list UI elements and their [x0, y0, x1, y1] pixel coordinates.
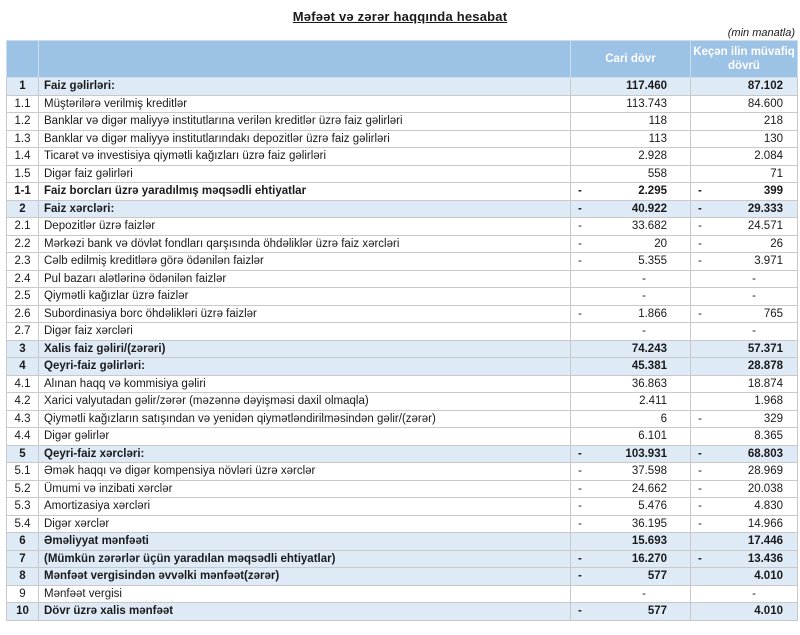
table-row — [7, 218, 798, 236]
row-label-cell: Qiymətli kağızlar üzrə faizlər — [39, 288, 571, 306]
previous-period-cell — [691, 498, 798, 516]
previous-period-cell — [691, 603, 798, 621]
previous-period-cell — [691, 305, 798, 323]
minus-sign: - — [698, 482, 702, 495]
previous-period-cell — [691, 78, 798, 96]
previous-period-cell — [691, 550, 798, 568]
table-body — [7, 78, 798, 621]
value-text: 399 — [763, 185, 783, 197]
unit-note: (min manatla) — [727, 27, 795, 39]
previous-period-cell — [691, 113, 798, 131]
row-label-cell: Əməliyyat mənfəəti — [39, 533, 571, 551]
value-text: 577 — [647, 570, 667, 582]
value-text: 36.195 — [631, 517, 667, 530]
row-number-cell: 2.4 — [7, 270, 39, 288]
table-row — [7, 498, 798, 516]
row-number-cell: 10 — [7, 603, 39, 621]
minus-sign: - — [698, 255, 702, 267]
minus-sign: - — [698, 185, 702, 197]
value-text: 84.600 — [747, 97, 783, 110]
minus-sign: - — [578, 255, 582, 267]
current-period-cell — [571, 78, 691, 96]
value-text: 2.411 — [639, 395, 667, 407]
table-row — [7, 585, 798, 603]
value-text: 4.010 — [754, 570, 783, 582]
table-row — [7, 95, 798, 113]
previous-period-cell — [691, 358, 798, 376]
value-text: 5.476 — [638, 500, 667, 512]
current-period-cell — [571, 603, 691, 621]
previous-period-cell — [691, 463, 798, 481]
row-number-cell: 5.2 — [7, 480, 39, 498]
minus-sign: - — [698, 500, 702, 512]
row-label-cell: Amortizasiya xərcləri — [39, 498, 571, 516]
row-number-cell: 7 — [7, 550, 39, 568]
minus-sign: - — [578, 220, 582, 232]
current-period-cell — [571, 480, 691, 498]
value-text: - — [752, 272, 756, 285]
row-label-cell: Faiz gəlirləri: — [39, 78, 571, 96]
value-text: - — [642, 587, 646, 600]
table-row — [7, 358, 798, 376]
minus-sign: - — [698, 465, 702, 477]
table-row — [7, 235, 798, 253]
col-header-label — [39, 41, 571, 78]
current-period-cell — [571, 568, 691, 586]
previous-period-cell — [691, 445, 798, 463]
row-number-cell: 4.3 — [7, 410, 39, 428]
current-period-cell — [571, 235, 691, 253]
value-text: 118 — [648, 115, 667, 127]
row-number-cell: 2.3 — [7, 253, 39, 271]
previous-period-cell — [691, 165, 798, 183]
row-number-cell: 2.1 — [7, 218, 39, 236]
table-row — [7, 428, 798, 446]
row-number-cell: 2.2 — [7, 235, 39, 253]
value-text: 40.922 — [631, 202, 667, 215]
row-number-cell: 4 — [7, 358, 39, 376]
row-label-cell: Qiymətli kağızların satışından və yenidən qiymətləndirilməsindən gəlir/(zərər) — [39, 410, 571, 428]
current-period-cell — [571, 113, 691, 131]
value-text: 20 — [654, 237, 667, 250]
value-text: 33.682 — [631, 220, 667, 232]
row-label-cell: Qeyri-faiz xərcləri: — [39, 445, 571, 463]
previous-period-cell — [691, 288, 798, 306]
value-text: 4.010 — [754, 605, 783, 617]
current-period-cell — [571, 253, 691, 271]
table-row — [7, 550, 798, 568]
value-text: 18.874 — [747, 377, 783, 390]
value-text: 577 — [647, 605, 667, 617]
table-row — [7, 445, 798, 463]
minus-sign: - — [698, 237, 702, 250]
col-header-number — [7, 41, 39, 78]
row-number-cell: 4.4 — [7, 428, 39, 446]
current-period-cell — [571, 323, 691, 341]
current-period-cell — [571, 515, 691, 533]
table-row — [7, 323, 798, 341]
value-text: 24.571 — [747, 220, 783, 232]
value-text: 765 — [763, 307, 783, 320]
value-text: 113.743 — [626, 97, 667, 110]
table-row — [7, 288, 798, 306]
value-text: 17.446 — [747, 535, 783, 547]
row-label-cell: Mənfəət vergisindən əvvəlki mənfəət(zərər) — [39, 568, 571, 586]
row-number-cell: 2 — [7, 200, 39, 218]
value-text: 37.598 — [631, 465, 667, 477]
value-text: 1.968 — [754, 395, 783, 407]
minus-sign: - — [578, 552, 582, 565]
minus-sign: - — [698, 412, 702, 425]
current-period-cell — [571, 218, 691, 236]
current-period-cell — [571, 585, 691, 603]
current-period-cell — [571, 165, 691, 183]
row-label-cell: Ticarət və investisiya qiymətli kağızları üzrə faiz gəlirləri — [39, 148, 571, 166]
previous-period-cell — [691, 340, 798, 358]
row-number-cell: 2.5 — [7, 288, 39, 306]
previous-period-cell — [691, 253, 798, 271]
value-text: 113 — [648, 132, 667, 145]
minus-sign: - — [698, 220, 702, 232]
table-row — [7, 200, 798, 218]
previous-period-cell — [691, 218, 798, 236]
previous-period-cell — [691, 323, 798, 341]
minus-sign: - — [578, 447, 582, 460]
table-row — [7, 148, 798, 166]
value-text: 15.693 — [631, 535, 667, 547]
minus-sign: - — [698, 202, 702, 215]
value-text: 6.101 — [638, 430, 667, 442]
col-header-previous-period: Keçən ilin müvafiq dövrü — [691, 41, 798, 78]
row-label-cell: Mənfəət vergisi — [39, 585, 571, 603]
profit-loss-table — [6, 40, 798, 621]
previous-period-cell — [691, 95, 798, 113]
row-number-cell: 1.5 — [7, 165, 39, 183]
table-row — [7, 78, 798, 96]
value-text: - — [752, 290, 756, 302]
current-period-cell — [571, 445, 691, 463]
previous-period-cell — [691, 428, 798, 446]
row-label-cell: Banklar və digər maliyyə institutlarına verilən kreditlər üzrə faiz gəlirləri — [39, 113, 571, 131]
value-text: 28.969 — [747, 465, 783, 477]
current-period-cell — [571, 200, 691, 218]
value-text: 74.243 — [631, 342, 667, 355]
minus-sign: - — [578, 202, 582, 215]
value-text: 13.436 — [747, 552, 783, 565]
current-period-cell — [571, 270, 691, 288]
table-row — [7, 463, 798, 481]
minus-sign: - — [578, 237, 582, 250]
row-label-cell: Digər xərclər — [39, 515, 571, 533]
value-text: 2.928 — [638, 150, 667, 162]
current-period-cell — [571, 533, 691, 551]
previous-period-cell — [691, 393, 798, 411]
page-title: Məfəət və zərər haqqında hesabat — [292, 9, 508, 24]
row-label-cell: Alınan haqq və kommisiya gəliri — [39, 375, 571, 393]
value-text: 3.971 — [754, 255, 783, 267]
previous-period-cell — [691, 410, 798, 428]
row-number-cell: 1-1 — [7, 183, 39, 201]
previous-period-cell — [691, 585, 798, 603]
row-number-cell: 1.2 — [7, 113, 39, 131]
table-row — [7, 533, 798, 551]
value-text: 28.878 — [747, 360, 783, 372]
previous-period-cell — [691, 200, 798, 218]
previous-period-cell — [691, 130, 798, 148]
previous-period-cell — [691, 480, 798, 498]
previous-period-cell — [691, 375, 798, 393]
row-number-cell: 1.3 — [7, 130, 39, 148]
col-header-current-period: Cari dövr — [571, 41, 691, 78]
row-label-cell: Pul bazarı alətlərinə ödənilən faizlər — [39, 270, 571, 288]
value-text: 6 — [660, 412, 667, 425]
table-row — [7, 305, 798, 323]
table-row — [7, 130, 798, 148]
value-text: 24.662 — [631, 482, 667, 495]
minus-sign: - — [578, 517, 582, 530]
value-text: - — [642, 325, 646, 337]
current-period-cell — [571, 358, 691, 376]
value-text: 218 — [763, 115, 783, 127]
row-label-cell: Dövr üzrə xalis mənfəət — [39, 603, 571, 621]
value-text: - — [752, 325, 756, 337]
table-row — [7, 165, 798, 183]
minus-sign: - — [578, 570, 582, 582]
row-label-cell: Depozitlər üzrə faizlər — [39, 218, 571, 236]
value-text: - — [642, 272, 646, 285]
previous-period-cell — [691, 148, 798, 166]
value-text: 2.084 — [754, 150, 783, 162]
row-label-cell: Müştərilərə verilmiş kreditlər — [39, 95, 571, 113]
table-row — [7, 603, 798, 621]
row-label-cell: Subordinasiya borc öhdəlikləri üzrə faizlər — [39, 305, 571, 323]
value-text: 1.866 — [638, 307, 667, 320]
row-number-cell: 5 — [7, 445, 39, 463]
row-label-cell: Ümumi və inzibati xərclər — [39, 480, 571, 498]
minus-sign: - — [698, 307, 702, 320]
previous-period-cell — [691, 270, 798, 288]
row-label-cell: Əmək haqqı və digər kompensiya növləri üzrə xərclər — [39, 463, 571, 481]
table-row — [7, 410, 798, 428]
row-number-cell: 6 — [7, 533, 39, 551]
row-number-cell: 5.4 — [7, 515, 39, 533]
minus-sign: - — [578, 605, 582, 617]
value-text: 8.365 — [754, 430, 783, 442]
row-label-cell: Cəlb edilmiş kreditlərə görə ödənilən faizlər — [39, 253, 571, 271]
minus-sign: - — [698, 517, 702, 530]
row-number-cell: 2.6 — [7, 305, 39, 323]
current-period-cell — [571, 550, 691, 568]
row-label-cell: Xarici valyutadan gəlir/zərər (məzənnə dəyişməsi daxil olmaqla) — [39, 393, 571, 411]
row-number-cell: 5.3 — [7, 498, 39, 516]
row-number-cell: 4.2 — [7, 393, 39, 411]
table-row — [7, 568, 798, 586]
table-row — [7, 183, 798, 201]
value-text: 87.102 — [747, 80, 783, 92]
value-text: 16.270 — [631, 552, 667, 565]
current-period-cell — [571, 428, 691, 446]
minus-sign: - — [578, 500, 582, 512]
table-row — [7, 253, 798, 271]
value-text: 130 — [763, 132, 783, 145]
table-row — [7, 393, 798, 411]
row-label-cell: Qeyri-faiz gəlirləri: — [39, 358, 571, 376]
row-number-cell: 8 — [7, 568, 39, 586]
minus-sign: - — [698, 447, 702, 460]
value-text: 57.371 — [747, 342, 783, 355]
value-text: 5.355 — [638, 255, 667, 267]
current-period-cell — [571, 130, 691, 148]
row-label-cell: Digər faiz gəlirləri — [39, 165, 571, 183]
value-text: 20.038 — [747, 482, 783, 495]
value-text: - — [642, 290, 646, 302]
value-text: 45.381 — [631, 360, 667, 372]
value-text: 36.863 — [631, 377, 667, 390]
row-number-cell: 4.1 — [7, 375, 39, 393]
row-label-cell: Mərkəzi bank və dövlət fondları qarşısında öhdəliklər üzrə faiz xərcləri — [39, 235, 571, 253]
previous-period-cell — [691, 568, 798, 586]
row-label-cell: Digər faiz xərcləri — [39, 323, 571, 341]
value-text: 4.830 — [754, 500, 783, 512]
row-label-cell: Banklar və digər maliyyə institutlarındakı depozitlər üzrə faiz gəlirləri — [39, 130, 571, 148]
table-row — [7, 375, 798, 393]
value-text: - — [752, 587, 756, 600]
minus-sign: - — [578, 482, 582, 495]
row-number-cell: 1.1 — [7, 95, 39, 113]
row-label-cell: Xalis faiz gəliri/(zərəri) — [39, 340, 571, 358]
current-period-cell — [571, 288, 691, 306]
row-number-cell: 9 — [7, 585, 39, 603]
value-text: 26 — [770, 237, 783, 250]
value-text: 103.931 — [625, 447, 667, 460]
table-row — [7, 515, 798, 533]
value-text: 558 — [647, 167, 667, 180]
current-period-cell — [571, 498, 691, 516]
value-text: 329 — [763, 412, 783, 425]
value-text: 14.966 — [747, 517, 783, 530]
current-period-cell — [571, 410, 691, 428]
value-text: 2.295 — [638, 185, 667, 197]
table-row — [7, 340, 798, 358]
minus-sign: - — [578, 465, 582, 477]
minus-sign: - — [578, 307, 582, 320]
previous-period-cell — [691, 235, 798, 253]
current-period-cell — [571, 148, 691, 166]
current-period-cell — [571, 305, 691, 323]
row-label-cell: Faiz borcları üzrə yaradılmış məqsədli ehtiyatlar — [39, 183, 571, 201]
value-text: 68.803 — [747, 447, 783, 460]
value-text: 29.333 — [747, 202, 783, 215]
current-period-cell — [571, 375, 691, 393]
current-period-cell — [571, 463, 691, 481]
row-number-cell: 2.7 — [7, 323, 39, 341]
value-text: 71 — [770, 167, 783, 180]
value-text: 117.460 — [626, 80, 667, 92]
current-period-cell — [571, 95, 691, 113]
minus-sign: - — [698, 552, 702, 565]
row-number-cell: 5.1 — [7, 463, 39, 481]
row-label-cell: Digər gəlirlər — [39, 428, 571, 446]
table-row — [7, 113, 798, 131]
table-row — [7, 270, 798, 288]
row-label-cell: Faiz xərcləri: — [39, 200, 571, 218]
row-number-cell: 1 — [7, 78, 39, 96]
minus-sign: - — [578, 185, 582, 197]
row-number-cell: 1.4 — [7, 148, 39, 166]
previous-period-cell — [691, 515, 798, 533]
table-row — [7, 480, 798, 498]
row-number-cell: 3 — [7, 340, 39, 358]
current-period-cell — [571, 393, 691, 411]
previous-period-cell — [691, 533, 798, 551]
current-period-cell — [571, 183, 691, 201]
table-header-row — [7, 41, 798, 78]
row-label-cell: (Mümkün zərərlər üçün yaradılan məqsədli ehtiyatlar) — [39, 550, 571, 568]
current-period-cell — [571, 340, 691, 358]
previous-period-cell — [691, 183, 798, 201]
